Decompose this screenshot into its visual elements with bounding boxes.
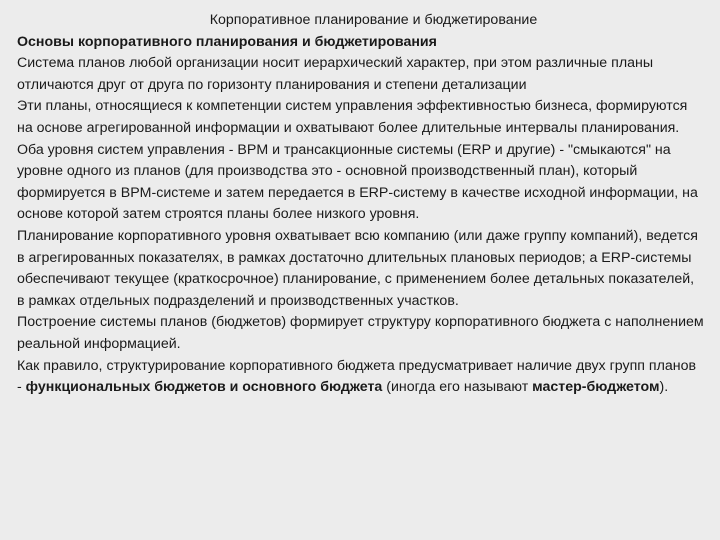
slide-title: Корпоративное планирование и бюджетирование	[209, 12, 538, 28]
section-heading: Основы корпоративного планирования и бюджетирования	[17, 33, 437, 50]
paragraph-corporate-level: Планирование корпоративного уровня охватывает всю компанию (или даже группу компаний), ведется в агрегированных показателях, в рамках достаточно длительных плановых периодов; а ERP-системы обеспечивают текущее (краткосрочное) планирование, с применением более детальных показателей, в рамках отдельных подразделений и производственных участков.	[17, 227, 698, 309]
budget-groups-text-end: ).	[659, 379, 669, 396]
paragraph-budget-groups	[17, 356, 704, 399]
budget-groups-text-middle: (иногда его называют	[382, 379, 533, 396]
paragraph-hierarchy: Система планов любой организации носит иерархический характер, при этом различные планы отличаются друг от друга по горизонту планирования и степени детализации	[17, 55, 654, 93]
functional-budgets-bold: функциональных бюджетов и основного бюджета	[25, 379, 383, 396]
paragraph-budget-structure: Построение системы планов (бюджетов) формирует структуру корпоративного бюджета с наполнением реальной информацией.	[17, 314, 704, 352]
paragraph-bpm-erp: Эти планы, относящиеся к компетенции систем управления эффективностью бизнеса, формируются на основе агрегированной информации и охватывают более длительные интервалы планирования. Оба уровня систем управления - BPM и трансакционные системы (ERP и другие) - "смыкаются" на уровне одного из планов (для производства это - основной производственный план), который формируется в BPM-системе и затем передается в ERP-систему в качестве исходной информации, на основе которой затем строятся планы более низкого уровня.	[17, 98, 698, 223]
budget-groups-text-start: Как правило, структурирование корпоративного бюджета предусматривает наличие двух групп планов -	[17, 357, 697, 396]
master-budget-bold: мастер-бюджетом	[532, 379, 660, 396]
